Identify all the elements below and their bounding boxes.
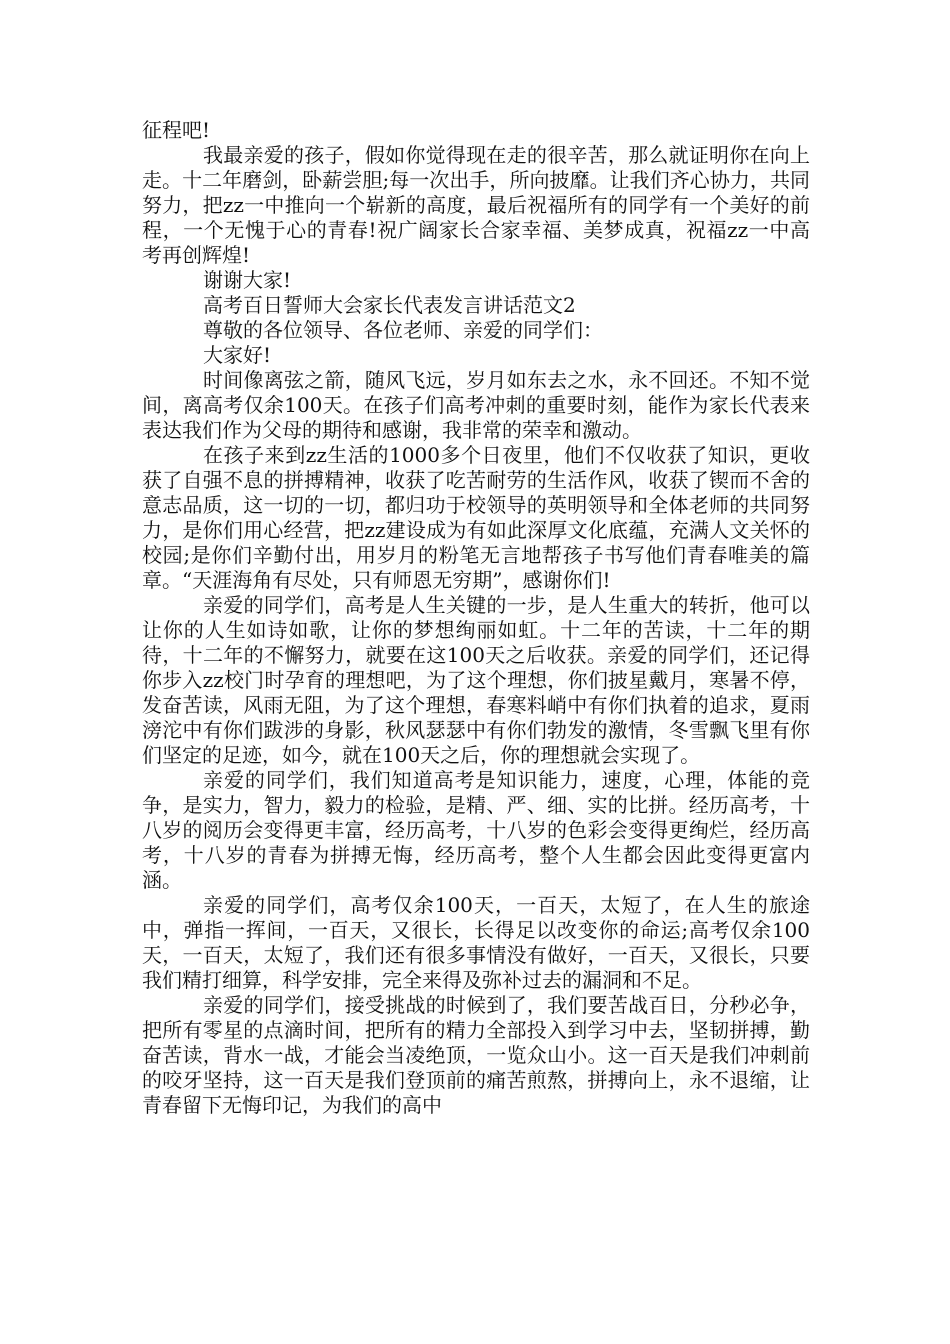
greeting: 大家好! xyxy=(203,343,272,367)
document-page xyxy=(142,118,810,1118)
paragraph-gratitude: 在孩子来到zz生活的1000多个日夜里，他们不仅收获了知识，更收获了自强不息的拼搏精神，收获了吃苦耐劳的生活作风，收获了锲而不舍的意志品质，这一切的一切，都归功于校领导的英明领导和全体老师的共同努力，是你们用心经营，把zz建设成为有如此深厚文化底蕴，充满人文关怀的校园;是你们辛勤付出，用岁月的粉笔无言地帮孩子书写他们青春唯美的篇章。“天涯海角有尽处，只有师恩无穷期”，感谢你们! xyxy=(142,443,810,592)
paragraph-intro: 时间像离弦之箭，随风飞远，岁月如东去之水，永不回还。不知不觉间，离高考仅余100天。在孩子们高考冲刺的重要时刻，能作为家长代表来表达我们作为父母的期待和感谢，我非常的荣幸和激动。 xyxy=(142,368,810,442)
paragraph-competition: 亲爱的同学们，我们知道高考是知识能力，速度，心理，体能的竞争，是实力，智力，毅力的检验，是精、严、细、实的比拼。经历高考，十八岁的阅历会变得更丰富，经历高考，十八岁的色彩会变得更绚烂，经历高考，十八岁的青春为拼搏无悔，经历高考，整个人生都会因此变得更富内涵。 xyxy=(142,768,810,892)
section-title: 高考百日誓师大会家长代表发言讲话范文2 xyxy=(203,293,576,317)
paragraph-turning-point: 亲爱的同学们，高考是人生关键的一步，是人生重大的转折，他可以让你的人生如诗如歌，让你的梦想绚丽如虹。十二年的苦读，十二年的期待，十二年的不懈努力，就要在这100天之后收获。亲爱的同学们，还记得你步入zz校门时孕育的理想吧，为了这个理想，你们披星戴月，寒暑不停，发奋苦读，风雨无阻，为了这个理想，春寒料峭中有你们执着的追求，夏雨滂沱中有你们跋涉的身影，秋风瑟瑟中有你们勃发的激情，冬雪飘飞里有你们坚定的足迹，如今，就在100天之后，你的理想就会实现了。 xyxy=(142,593,810,767)
salutation: 尊敬的各位领导、各位老师、亲爱的同学们： xyxy=(203,318,603,342)
paragraph-thanks: 谢谢大家! xyxy=(203,268,292,292)
paragraph-hundred-days: 亲爱的同学们，高考仅余100天，一百天，太短了，在人生的旅途中，弹指一挥间，一百天，又很长，长得足以改变你的命运;高考仅余100天，一百天，太短了，我们还有很多事情没有做好，一百天，又很长，只要我们精打细算，科学安排，完全来得及弥补过去的漏洞和不足。 xyxy=(142,893,810,992)
paragraph-blessing: 我最亲爱的孩子，假如你觉得现在走的很辛苦，那么就证明你在向上走。十二年磨剑，卧薪尝胆;每一次出手，所向披靡。让我们齐心协力，共同努力，把zz一中推向一个崭新的高度，最后祝福所有的同学有一个美好的前程，一个无愧于心的青春!祝广阔家长合家幸福、美梦成真，祝福zz一中高考再创辉煌! xyxy=(142,143,810,267)
paragraph-continuation: 征程吧! xyxy=(142,118,211,142)
paragraph-challenge: 亲爱的同学们，接受挑战的时候到了，我们要苦战百日，分秒必争，把所有零星的点滴时间，把所有的精力全部投入到学习中去，坚韧拼搏，勤奋苦读，背水一战，才能会当凌绝顶，一览众山小。这一百天是我们冲刺前的咬牙坚持，这一百天是我们登顶前的痛苦煎熬，拼搏向上，永不退缩，让青春留下无悔印记，为我们的高中 xyxy=(142,993,810,1117)
